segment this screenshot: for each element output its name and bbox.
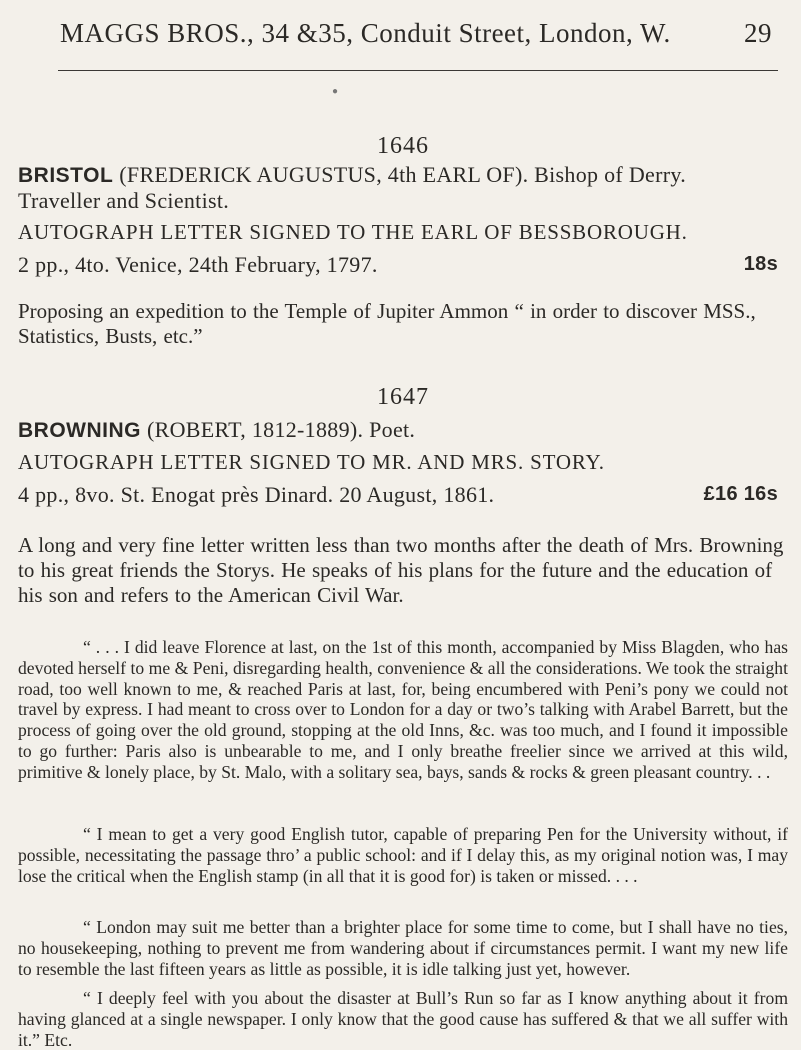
printer-mark: ● <box>332 86 339 97</box>
lot-details-line <box>18 482 788 507</box>
lot-number: 1647 <box>377 384 429 410</box>
lot-1647 <box>18 383 788 608</box>
lot-author: BRISTOL <box>18 164 114 187</box>
lot-title: AUTOGRAPH LETTER SIGNED TO THE EARL OF BESSBOROUGH. <box>18 220 688 244</box>
lot-details: 2 pp., 4to. Venice, 24th February, 1797. <box>18 252 378 277</box>
lot-role: Traveller and Scientist. <box>18 188 230 213</box>
lot-heading <box>18 162 788 188</box>
lot-heading <box>18 417 788 443</box>
letter-quote-3 <box>18 917 788 979</box>
lot-price: £16 16s <box>703 483 778 505</box>
lot-description: A long and very fine letter written less than two months after the death of Mrs. Browning to his great friends the Storys. He speaks of his plans for the future and the education of his son and refers to the American Civil War. <box>18 533 784 607</box>
lot-details: 4 pp., 8vo. St. Enogat près Dinard. 20 August, 1861. <box>18 482 495 507</box>
lot-description: Proposing an expedition to the Temple of Jupiter Ammon “ in order to discover MSS., Statistics, Busts, etc.” <box>18 299 756 348</box>
lot-price: 18s <box>743 253 778 275</box>
letter-quote-2 <box>18 824 788 886</box>
lot-author-details: (ROBERT, 1812-1889). Poet. <box>147 417 416 442</box>
lot-author-details: (FREDERICK AUGUSTUS, 4th EARL OF). Bishop of Derry. <box>119 162 687 187</box>
page-number: 29 <box>744 18 772 48</box>
letter-quote-4 <box>18 988 788 1050</box>
lot-title: AUTOGRAPH LETTER SIGNED TO MR. AND MRS. STORY. <box>18 450 605 474</box>
lot-1646 <box>18 132 788 349</box>
lot-number: 1646 <box>377 133 429 159</box>
quote-paragraph: “ I deeply feel with you about the disaster at Bull’s Run so far as I know anything about it from having glanced at a single newspaper. I only know that the good cause has suffered & that we all suffer with it.” Etc. <box>18 988 788 1050</box>
running-header <box>60 18 772 49</box>
quote-paragraph: “ I mean to get a very good English tutor, capable of preparing Pen for the University without, if possible, necessitating the passage thro’ a public school: and if I delay this, as my original notion was, I may lose the critical when the English stamp (in all that it is good for) is taken or missed. . . . <box>18 824 788 886</box>
lot-details-line <box>18 252 788 277</box>
quote-paragraph: “ . . . I did leave Florence at last, on the 1st of this month, accompanied by Miss Blagden, who has devoted herself to me & Peni, disregarding health, convenience & all the considerations. We took the straight road, too well known to me, & reached Paris at last, for, being encumbered with Peni’s pony we could not travel by express. I had meant to cross over to London for a day or two’s talking with Arabel Barrett, but the process of going over the old ground, stopping at the old Inns, &c. was too much, and I found it impossible to go further: Paris also is unbearable to me, and I only breathe freelier since we arrived at this wild, primitive & lonely place, by St. Malo, with a solitary sea, bays, sands & rocks & green pleasant country. . . <box>18 637 788 782</box>
letter-quote-1 <box>18 637 788 783</box>
lot-author: BROWNING <box>18 419 141 442</box>
header-rule <box>58 70 778 71</box>
header-title: MAGGS BROS., 34 &35, Conduit Street, London, W. <box>60 18 671 48</box>
quote-paragraph: “ London may suit me better than a brighter place for some time to come, but I shall have no ties, no housekeeping, nothing to prevent me from wandering about if circumstances permit. I want my new life to resemble the last fifteen years as little as possible, it is idle talking just yet, however. <box>18 917 788 979</box>
